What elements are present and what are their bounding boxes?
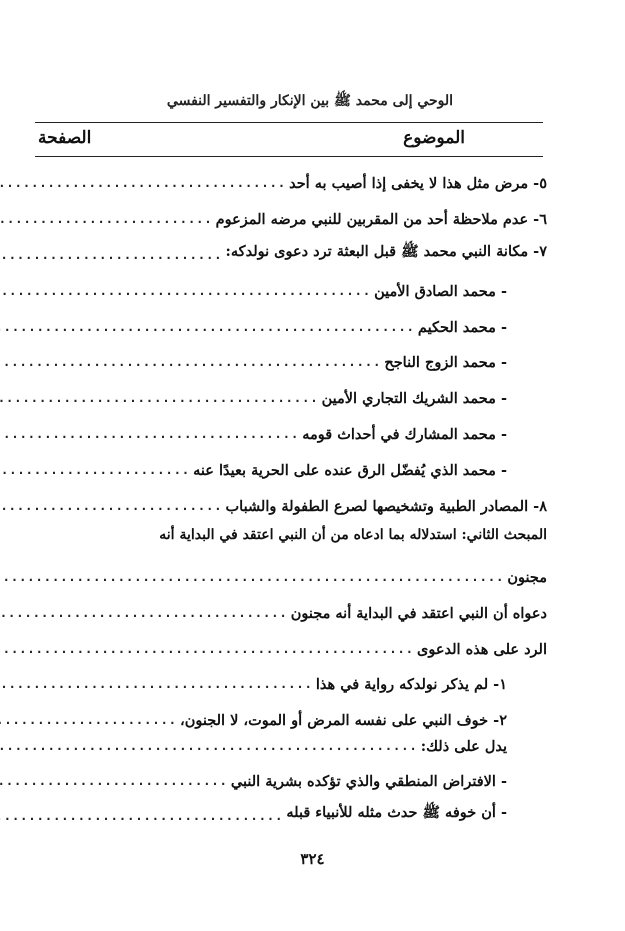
entry-title: - الافتراض المنطقي والذي تؤكده بشرية النبي	[230, 773, 507, 790]
entry-title: مجنون	[507, 569, 547, 586]
entry-title: - محمد الذي يُفضّل الرق عنده على الحرية بعيدًا عنه	[193, 462, 507, 479]
entry-leader	[0, 425, 302, 443]
toc-entry	[93, 766, 547, 790]
running-header: الوحي إلى محمد ﷺ بين الإنكار والتفسير النفسي	[166, 93, 454, 109]
toc-entry	[93, 168, 547, 192]
page-number: ٣٢٤	[300, 850, 325, 868]
wrapped-entry-first-line	[93, 705, 547, 729]
entry-title: - محمد الصادق الأمين	[374, 283, 507, 300]
entry-title: الرد على هذه الدعوى	[417, 641, 547, 658]
toc-entry	[93, 801, 547, 825]
toc-entry	[93, 383, 547, 407]
toc-entry	[93, 491, 547, 515]
entry-leader	[0, 246, 226, 264]
entry-leader	[0, 389, 322, 407]
entry-title: ٧- مكانة النبي محمد ﷺ قبل البعثة ترد دعوى نولدكه:	[225, 243, 547, 260]
entry-leader	[0, 675, 316, 693]
entry-leader	[0, 353, 384, 371]
section-heading: المبحث الثاني: استدلاله بما ادعاه من أن النبي اعتقد في البداية أنه	[159, 527, 547, 543]
toc-entry	[93, 455, 547, 479]
toc-entry	[93, 204, 547, 228]
entry-title: يدل على ذلك:	[420, 738, 507, 755]
entry-title: ٢- خوف النبي على نفسه المرض أو الموت، لا الجنون،	[180, 712, 507, 729]
toc-entry	[93, 634, 547, 658]
toc-entry	[93, 276, 547, 300]
entry-leader	[0, 461, 193, 479]
entry-leader	[0, 210, 216, 228]
entry-leader	[0, 640, 417, 658]
entry-leader	[0, 282, 374, 300]
toc-entry	[93, 347, 547, 371]
entry-title: - محمد المشارك في أحداث قومه	[302, 426, 507, 443]
entry-leader	[0, 174, 289, 192]
toc-entry	[93, 669, 547, 693]
entry-leader	[84, 711, 180, 729]
entry-title: - أن خوفه ﷺ حدث مثله للأنبياء قبله	[286, 804, 507, 821]
column-heading-page: الصفحة	[38, 128, 92, 148]
entry-leader	[0, 568, 507, 586]
entry-leader	[0, 737, 421, 755]
entry-title: ٨- المصادر الطبية وتشخيصها لصرع الطفولة والشباب	[225, 498, 547, 515]
entry-leader	[0, 807, 286, 825]
entry-title: - محمد الحكيم	[417, 319, 507, 336]
toc-entry	[93, 419, 547, 443]
entry-title: - محمد الشريك التجاري الأمين	[321, 390, 507, 407]
entry-title: ١- لم يذكر نولدكه رواية في هذا	[315, 676, 507, 693]
entry-leader	[0, 604, 291, 622]
entry-leader	[0, 318, 418, 336]
entry-leader	[0, 497, 226, 515]
toc-entry	[93, 562, 547, 586]
entry-leader	[0, 772, 231, 790]
toc-entry	[93, 240, 547, 264]
entry-title: ٦- عدم ملاحظة أحد من المقربين للنبي مرضه المزعوم	[215, 211, 547, 228]
entry-title: ٥- مرض مثل هذا لا يخفى إذا أصيب به أحد	[289, 175, 547, 192]
toc-entry	[93, 731, 547, 755]
toc-entry	[93, 312, 547, 336]
entry-title: - محمد الزوج الناجح	[384, 354, 507, 371]
entry-title: دعواه أن النبي اعتقد في البداية أنه مجنون	[290, 605, 547, 622]
column-heading-topic: الموضوع	[403, 128, 465, 148]
toc-entry	[93, 598, 547, 622]
